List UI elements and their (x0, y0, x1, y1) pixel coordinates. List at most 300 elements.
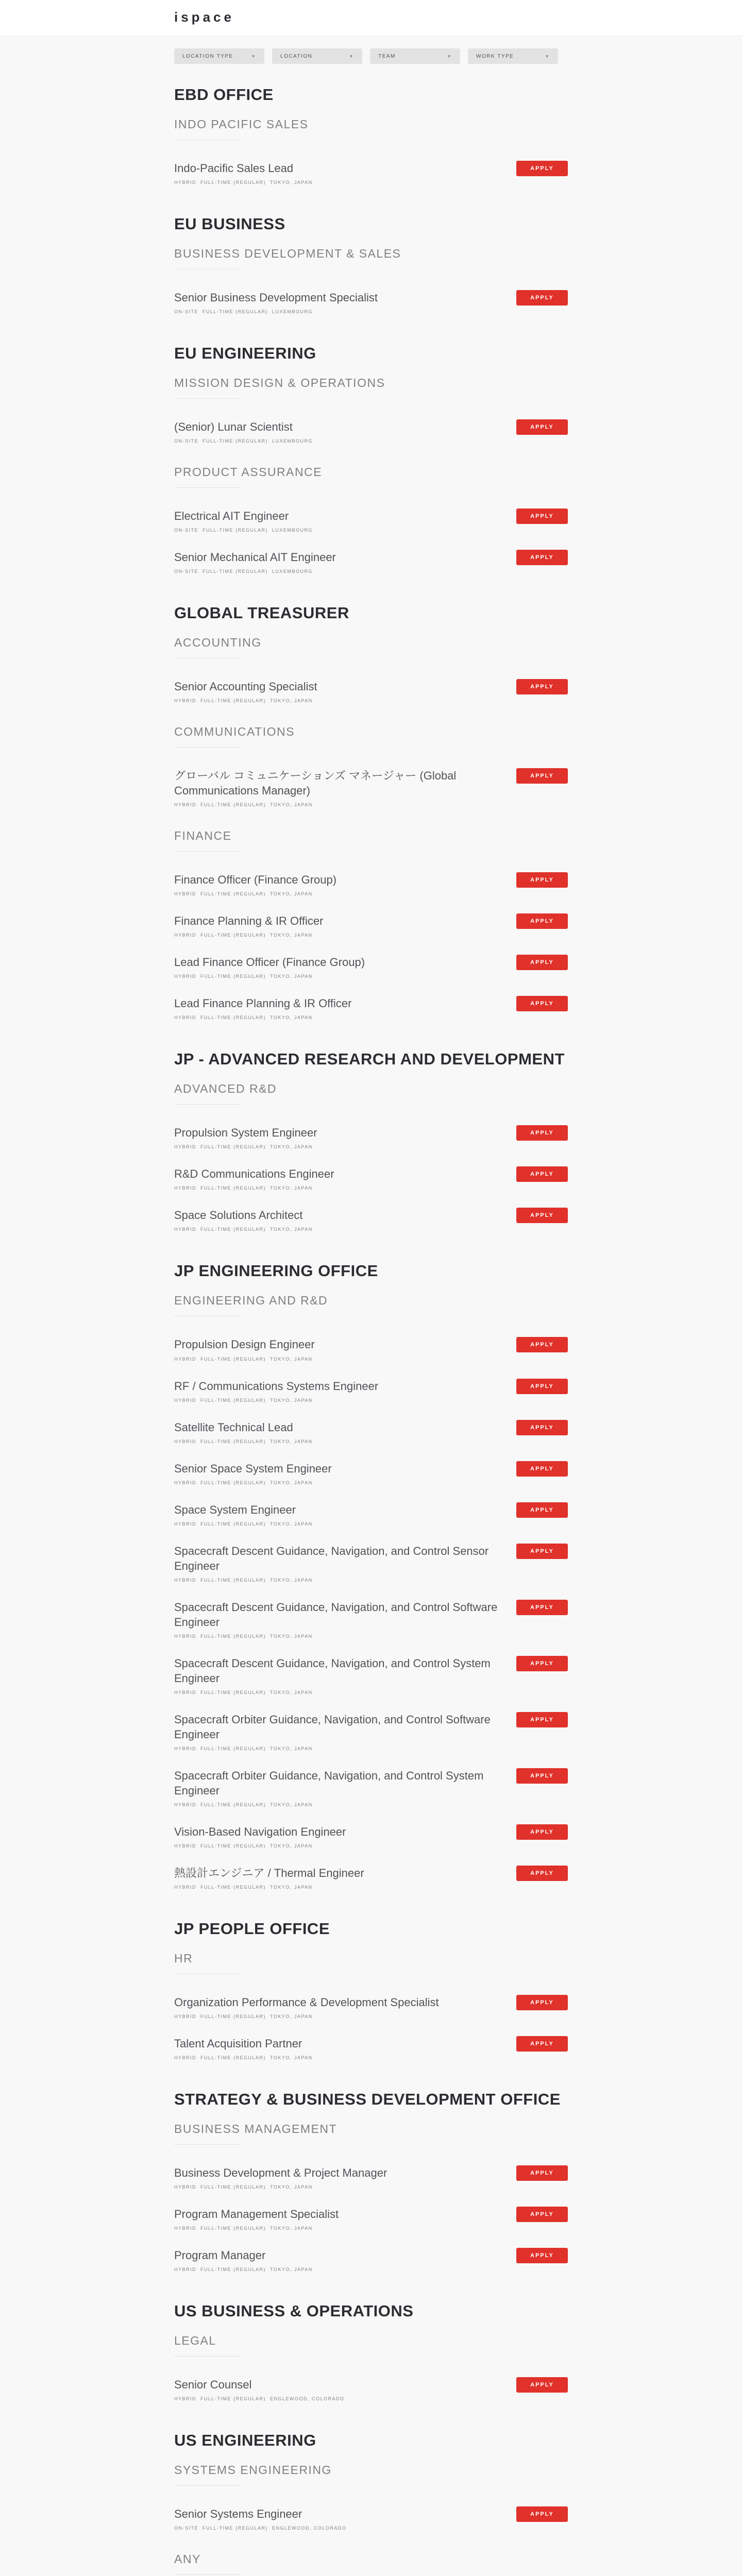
apply-button[interactable]: APPLY (516, 550, 568, 565)
apply-button[interactable]: APPLY (516, 2506, 568, 2522)
team-section (174, 1082, 568, 1232)
workplace-type: HYBRID (174, 2267, 197, 2273)
posting-categories (174, 528, 504, 533)
apply-button[interactable]: APPLY (516, 1125, 568, 1141)
filter-bar (174, 48, 558, 64)
filter-label: LOCATION (280, 53, 313, 59)
apply-button[interactable]: APPLY (516, 1768, 568, 1784)
posting-info (174, 1995, 504, 2019)
commitment: FULL-TIME (REGULAR) (203, 569, 268, 574)
posting-info (174, 955, 504, 979)
department-section (174, 1920, 568, 2060)
job-title-link[interactable]: R&D Communications Engineer (174, 1167, 334, 1181)
apply-button[interactable]: APPLY (516, 1995, 568, 2010)
job-title-link[interactable]: Indo-Pacific Sales Lead (174, 162, 294, 175)
posting-info (174, 2506, 504, 2531)
workplace-type: HYBRID (174, 1356, 197, 1362)
job-posting (174, 955, 568, 979)
workplace-type: HYBRID (174, 2184, 197, 2190)
team-section (174, 725, 568, 807)
posting-info (174, 872, 504, 896)
workplace-type: ON-SITE (174, 569, 199, 574)
posting-info (174, 913, 504, 938)
workplace-type: HYBRID (174, 1633, 197, 1639)
posting-categories (174, 2267, 504, 2272)
job-title-link[interactable]: Business Development & Project Manager (174, 2166, 387, 2180)
apply-button[interactable]: APPLY (516, 419, 568, 435)
posting-categories (174, 569, 504, 574)
posting-categories (174, 2226, 504, 2231)
team-section (174, 376, 568, 444)
commitment: FULL-TIME (REGULAR) (200, 2055, 266, 2061)
posting-categories (174, 1480, 504, 1485)
department-title: GLOBAL TREASURER (174, 604, 349, 622)
location: TOKYO, JAPAN (270, 1689, 313, 1695)
job-title-link[interactable]: Spacecraft Orbiter Guidance, Navigation, and Control Software Engineer (174, 1713, 491, 1741)
team-section (174, 2552, 568, 2576)
commitment: FULL-TIME (REGULAR) (200, 2014, 266, 2020)
commitment: FULL-TIME (REGULAR) (200, 1745, 266, 1751)
apply-button[interactable]: APPLY (516, 2377, 568, 2393)
location: LUXEMBOURG (272, 438, 313, 444)
commitment: FULL-TIME (REGULAR) (200, 1185, 266, 1191)
posting-categories (174, 1690, 504, 1695)
apply-button[interactable]: APPLY (516, 1337, 568, 1352)
posting-categories (174, 2396, 504, 2401)
workplace-type: ON-SITE (174, 438, 199, 444)
location: TOKYO, JAPAN (270, 1227, 313, 1232)
posting-categories (174, 1439, 504, 1444)
posting-info (174, 2377, 504, 2401)
apply-button[interactable]: APPLY (516, 290, 568, 306)
location: TOKYO, JAPAN (270, 1480, 313, 1485)
posting-categories (174, 1144, 504, 1149)
team-title: ANY (174, 2552, 201, 2566)
header (0, 0, 742, 36)
commitment: FULL-TIME (REGULAR) (200, 1438, 266, 1444)
workplace-type: HYBRID (174, 1480, 197, 1485)
apply-button[interactable]: APPLY (516, 2165, 568, 2181)
location: TOKYO, JAPAN (270, 1745, 313, 1751)
job-posting (174, 2165, 568, 2190)
team-section (174, 247, 568, 314)
job-title-link[interactable]: Senior Counsel (174, 2378, 252, 2392)
team-section (174, 117, 568, 185)
job-posting (174, 2506, 568, 2531)
job-title-link[interactable]: Propulsion Design Engineer (174, 1338, 315, 1351)
commitment: FULL-TIME (REGULAR) (203, 2526, 268, 2531)
commitment: FULL-TIME (REGULAR) (200, 1144, 266, 1150)
department-section (174, 1262, 568, 1890)
job-posting (174, 768, 568, 807)
job-title-link[interactable]: Space Solutions Architect (174, 1209, 303, 1222)
workplace-type: HYBRID (174, 1802, 197, 1807)
chevron-down-icon: ▼ (349, 54, 354, 59)
location: TOKYO, JAPAN (270, 2184, 313, 2190)
department-section (174, 2302, 568, 2401)
workplace-type: HYBRID (174, 1397, 197, 1403)
job-title-link[interactable]: Space System Engineer (174, 1503, 296, 1516)
job-title-link[interactable]: Senior Business Development Specialist (174, 291, 378, 304)
job-posting (174, 1544, 568, 1583)
job-posting (174, 2036, 568, 2060)
posting-categories (174, 1521, 504, 1527)
location: TOKYO, JAPAN (270, 1843, 313, 1849)
company-logo[interactable]: ispace (174, 9, 234, 25)
commitment: FULL-TIME (REGULAR) (200, 802, 266, 808)
posting-categories (174, 2014, 504, 2019)
job-posting (174, 872, 568, 896)
posting-categories (174, 2526, 504, 2531)
department-section (174, 1050, 568, 1232)
location: TOKYO, JAPAN (270, 1802, 313, 1807)
workplace-type: HYBRID (174, 1521, 197, 1527)
filter-label: TEAM (378, 53, 396, 59)
job-title-link[interactable]: Spacecraft Orbiter Guidance, Navigation, and Control System Engineer (174, 1769, 484, 1797)
location: TOKYO, JAPAN (270, 802, 313, 808)
team-title: INDO PACIFIC SALES (174, 117, 309, 131)
job-title-link[interactable]: Satellite Technical Lead (174, 1420, 293, 1434)
job-posting (174, 1712, 568, 1751)
job-posting (174, 1502, 568, 1527)
location: TOKYO, JAPAN (270, 1577, 313, 1583)
posting-categories (174, 2055, 504, 2060)
divider (174, 2485, 241, 2486)
job-posting (174, 1461, 568, 1485)
team-section (174, 1952, 568, 2060)
workplace-type: HYBRID (174, 1885, 197, 1890)
commitment: FULL-TIME (REGULAR) (200, 2184, 266, 2190)
job-posting (174, 1420, 568, 1444)
commitment: FULL-TIME (REGULAR) (200, 1356, 266, 1362)
chevron-down-icon: ▼ (251, 54, 256, 59)
apply-button[interactable]: APPLY (516, 872, 568, 888)
posting-info (174, 1208, 504, 1232)
workplace-type: HYBRID (174, 698, 197, 704)
job-title-link[interactable]: Program Management Specialist (174, 2208, 339, 2221)
job-title-link[interactable]: Senior Mechanical AIT Engineer (174, 551, 336, 564)
location: TOKYO, JAPAN (270, 1521, 313, 1527)
department-title: US ENGINEERING (174, 2431, 316, 2450)
postings-list (174, 86, 568, 2576)
team-section (174, 465, 568, 574)
apply-button[interactable]: APPLY (516, 509, 568, 524)
commitment: FULL-TIME (REGULAR) (200, 933, 266, 938)
commitment: FULL-TIME (REGULAR) (200, 2226, 266, 2231)
posting-categories (174, 1578, 504, 1583)
apply-button[interactable]: APPLY (516, 1208, 568, 1223)
posting-info (174, 2036, 504, 2060)
workplace-type: HYBRID (174, 1438, 197, 1444)
team-title: ACCOUNTING (174, 636, 262, 650)
apply-button[interactable]: APPLY (516, 1824, 568, 1840)
team-section (174, 2122, 568, 2272)
filter-team[interactable] (370, 48, 460, 64)
workplace-type: HYBRID (174, 180, 197, 185)
apply-button[interactable]: APPLY (516, 1461, 568, 1477)
job-posting (174, 996, 568, 1020)
chevron-down-icon: ▼ (545, 54, 550, 59)
posting-categories (174, 1843, 504, 1849)
divider (174, 487, 241, 488)
posting-categories (174, 1357, 504, 1362)
posting-info (174, 1768, 504, 1807)
posting-categories (174, 933, 504, 938)
posting-info (174, 161, 504, 185)
department-title: JP - ADVANCED RESEARCH AND DEVELOPMENT (174, 1050, 565, 1069)
location: TOKYO, JAPAN (270, 974, 313, 979)
workplace-type: HYBRID (174, 1745, 197, 1751)
workplace-type: HYBRID (174, 2055, 197, 2061)
team-title: ENGINEERING AND R&D (174, 1294, 328, 1308)
workplace-type: HYBRID (174, 2014, 197, 2020)
filter-location-type[interactable] (174, 48, 264, 64)
team-section (174, 1294, 568, 1890)
divider (174, 2574, 241, 2575)
posting-categories (174, 2184, 504, 2190)
workplace-type: HYBRID (174, 802, 197, 808)
team-section (174, 2463, 568, 2531)
team-title: LEGAL (174, 2334, 216, 2348)
commitment: FULL-TIME (REGULAR) (200, 698, 266, 704)
posting-info (174, 1824, 504, 1849)
commitment: FULL-TIME (REGULAR) (200, 1227, 266, 1232)
posting-categories (174, 974, 504, 979)
workplace-type: HYBRID (174, 2226, 197, 2231)
filter-location[interactable] (272, 48, 362, 64)
posting-info (174, 2207, 504, 2231)
team-title: MISSION DESIGN & OPERATIONS (174, 376, 385, 390)
job-title-link[interactable]: Finance Officer (Finance Group) (174, 873, 337, 887)
location: TOKYO, JAPAN (270, 1397, 313, 1403)
apply-button[interactable]: APPLY (516, 1600, 568, 1615)
apply-button[interactable]: APPLY (516, 1379, 568, 1394)
posting-info (174, 2165, 504, 2190)
job-title-link[interactable]: Propulsion System Engineer (174, 1126, 317, 1140)
workplace-type: ON-SITE (174, 528, 199, 533)
apply-button[interactable]: APPLY (516, 768, 568, 784)
job-title-link[interactable]: Spacecraft Descent Guidance, Navigation, and Control System Engineer (174, 1656, 491, 1685)
commitment: FULL-TIME (REGULAR) (203, 309, 268, 315)
commitment: FULL-TIME (REGULAR) (200, 180, 266, 185)
posting-info (174, 768, 504, 807)
department-section (174, 604, 568, 1020)
team-title: PRODUCT ASSURANCE (174, 465, 323, 479)
workplace-type: HYBRID (174, 1689, 197, 1695)
posting-categories (174, 1227, 504, 1232)
apply-button[interactable]: APPLY (516, 2036, 568, 2052)
job-title-link[interactable]: Senior Accounting Specialist (174, 680, 317, 693)
job-posting (174, 1768, 568, 1807)
commitment: FULL-TIME (REGULAR) (200, 1577, 266, 1583)
location: ENGLEWOOD, COLORADO (270, 2396, 345, 2402)
location: LUXEMBOURG (272, 309, 313, 315)
job-posting (174, 1166, 568, 1191)
posting-categories (174, 309, 504, 314)
job-posting (174, 1379, 568, 1403)
team-title: BUSINESS MANAGEMENT (174, 2122, 338, 2136)
location: TOKYO, JAPAN (270, 180, 313, 185)
job-title-link[interactable]: Electrical AIT Engineer (174, 510, 289, 523)
job-title-link[interactable]: Organization Performance & Development Specialist (174, 1996, 439, 2009)
department-title: JP ENGINEERING OFFICE (174, 1262, 378, 1280)
posting-info (174, 290, 504, 314)
posting-info (174, 1337, 504, 1361)
job-posting (174, 1656, 568, 1695)
job-posting (174, 1125, 568, 1149)
location: TOKYO, JAPAN (270, 1438, 313, 1444)
location: TOKYO, JAPAN (270, 2267, 313, 2273)
apply-button[interactable]: APPLY (516, 913, 568, 929)
divider (174, 851, 241, 852)
location: TOKYO, JAPAN (270, 1633, 313, 1639)
posting-info (174, 996, 504, 1020)
job-posting (174, 2248, 568, 2272)
location: LUXEMBOURG (272, 528, 313, 533)
job-title-link[interactable]: Spacecraft Descent Guidance, Navigation, and Control Sensor Engineer (174, 1544, 489, 1572)
location: TOKYO, JAPAN (270, 1144, 313, 1150)
job-title-link[interactable]: Senior Space System Engineer (174, 1462, 332, 1475)
workplace-type: HYBRID (174, 1144, 197, 1150)
department-title: STRATEGY & BUSINESS DEVELOPMENT OFFICE (174, 2090, 561, 2109)
location: TOKYO, JAPAN (270, 2055, 313, 2061)
posting-categories (174, 180, 504, 185)
filter-work-type[interactable] (468, 48, 558, 64)
team-title: HR (174, 1952, 193, 1965)
posting-info (174, 1420, 504, 1444)
job-title-link[interactable]: RF / Communications Systems Engineer (174, 1379, 379, 1393)
job-posting (174, 2377, 568, 2401)
job-posting (174, 509, 568, 533)
job-posting (174, 2207, 568, 2231)
apply-button[interactable]: APPLY (516, 1656, 568, 1671)
job-title-link[interactable]: Talent Acquisition Partner (174, 2037, 302, 2050)
commitment: FULL-TIME (REGULAR) (203, 528, 268, 533)
apply-button[interactable]: APPLY (516, 1712, 568, 1727)
job-title-link[interactable]: Program Manager (174, 2249, 266, 2262)
workplace-type: ON-SITE (174, 309, 199, 315)
commitment: FULL-TIME (REGULAR) (200, 1633, 266, 1639)
workplace-type: HYBRID (174, 933, 197, 938)
workplace-type: ON-SITE (174, 2526, 199, 2531)
posting-categories (174, 438, 504, 444)
location: TOKYO, JAPAN (270, 1356, 313, 1362)
team-title: FINANCE (174, 829, 232, 843)
commitment: FULL-TIME (REGULAR) (200, 1521, 266, 1527)
job-title-link[interactable]: Lead Finance Planning & IR Officer (174, 997, 352, 1010)
commitment: FULL-TIME (REGULAR) (200, 1802, 266, 1807)
divider (174, 1104, 241, 1105)
team-section (174, 636, 568, 703)
job-title-link[interactable]: (Senior) Lunar Scientist (174, 420, 293, 434)
posting-info (174, 1502, 504, 1527)
department-title: EU BUSINESS (174, 215, 285, 233)
location: TOKYO, JAPAN (270, 933, 313, 938)
apply-button[interactable]: APPLY (516, 679, 568, 694)
posting-info (174, 679, 504, 703)
posting-info (174, 419, 504, 444)
divider (174, 2144, 241, 2145)
filter-label: WORK TYPE (476, 53, 514, 59)
team-section (174, 2334, 568, 2401)
job-posting (174, 1208, 568, 1232)
posting-categories (174, 1634, 504, 1639)
job-posting (174, 1824, 568, 1849)
department-title: EU ENGINEERING (174, 344, 316, 363)
job-posting (174, 1337, 568, 1361)
job-posting (174, 1995, 568, 2019)
job-posting (174, 1600, 568, 1639)
location: TOKYO, JAPAN (270, 891, 313, 897)
commitment: FULL-TIME (REGULAR) (200, 1843, 266, 1849)
posting-info (174, 2248, 504, 2272)
apply-button[interactable]: APPLY (516, 1166, 568, 1182)
job-posting (174, 290, 568, 314)
job-title-link[interactable]: Spacecraft Descent Guidance, Navigation, and Control Software Engineer (174, 1600, 498, 1629)
posting-info (174, 1544, 504, 1583)
posting-categories (174, 1746, 504, 1751)
department-title: US BUSINESS & OPERATIONS (174, 2302, 414, 2320)
job-title-link[interactable]: グローバル コミュニケーションズ マネージャー (Global Communications Manager) (174, 769, 457, 798)
job-title-link[interactable]: Senior Systems Engineer (174, 2507, 302, 2521)
posting-categories (174, 802, 504, 807)
apply-button[interactable]: APPLY (516, 1420, 568, 1435)
team-title: BUSINESS DEVELOPMENT & SALES (174, 247, 401, 261)
divider (174, 747, 241, 748)
team-title: COMMUNICATIONS (174, 725, 295, 739)
apply-button[interactable]: APPLY (516, 1502, 568, 1518)
workplace-type: HYBRID (174, 974, 197, 979)
commitment: FULL-TIME (REGULAR) (200, 974, 266, 979)
department-section (174, 215, 568, 314)
posting-categories (174, 891, 504, 896)
workplace-type: HYBRID (174, 2396, 197, 2402)
posting-info (174, 1166, 504, 1191)
posting-info (174, 1125, 504, 1149)
apply-button[interactable]: APPLY (516, 1544, 568, 1559)
location: TOKYO, JAPAN (270, 698, 313, 704)
apply-button[interactable]: APPLY (516, 996, 568, 1011)
job-title-link[interactable]: 熱設計エンジニア / Thermal Engineer (174, 1866, 364, 1879)
commitment: FULL-TIME (REGULAR) (200, 1397, 266, 1403)
location: LUXEMBOURG (272, 569, 313, 574)
job-posting (174, 419, 568, 444)
job-title-link[interactable]: Finance Planning & IR Officer (174, 914, 324, 928)
job-posting (174, 161, 568, 185)
posting-info (174, 1712, 504, 1751)
location: ENGLEWOOD, COLORADO (272, 2526, 347, 2531)
job-posting (174, 913, 568, 938)
posting-categories (174, 1398, 504, 1403)
posting-categories (174, 1185, 504, 1191)
job-title-link[interactable]: Lead Finance Officer (Finance Group) (174, 956, 365, 969)
apply-button[interactable]: APPLY (516, 2248, 568, 2263)
apply-button[interactable]: APPLY (516, 1866, 568, 1881)
apply-button[interactable]: APPLY (516, 161, 568, 176)
posting-categories (174, 1802, 504, 1807)
posting-info (174, 1656, 504, 1695)
apply-button[interactable]: APPLY (516, 955, 568, 970)
filter-label: LOCATION TYPE (182, 53, 233, 59)
team-title: ADVANCED R&D (174, 1082, 277, 1096)
workplace-type: HYBRID (174, 1577, 197, 1583)
posting-info (174, 1866, 504, 1890)
job-posting (174, 679, 568, 703)
job-title-link[interactable]: Vision-Based Navigation Engineer (174, 1825, 346, 1838)
posting-info (174, 1600, 504, 1639)
job-posting (174, 550, 568, 574)
apply-button[interactable]: APPLY (516, 2207, 568, 2222)
